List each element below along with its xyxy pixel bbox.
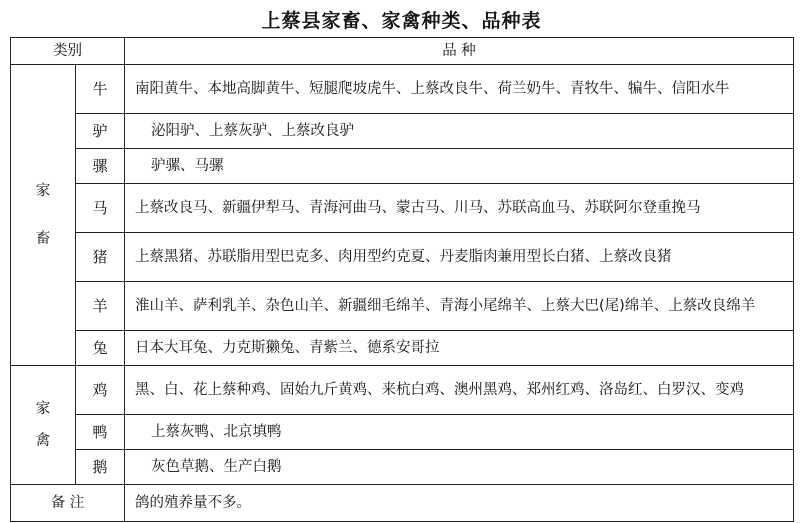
animal-name: 兔 xyxy=(76,331,125,366)
table-row xyxy=(11,366,794,415)
variety-list: 上蔡黑猪、苏联脂用型巴克多、肉用型约克夏、丹麦脂肉兼用型长白猪、上蔡改良猪 xyxy=(125,233,794,282)
table-row xyxy=(11,184,794,233)
variety-list: 上蔡改良马、新疆伊犁马、青海河曲马、蒙古马、川马、苏联高血马、苏联阿尔登重挽马 xyxy=(125,184,794,233)
remarks-text: 鸽的殖养量不多。 xyxy=(125,485,794,522)
animal-name: 鹅 xyxy=(76,450,125,485)
variety-list: 南阳黄牛、本地高脚黄牛、短腿爬坡虎牛、上蔡改良牛、荷兰奶牛、青牧牛、犏牛、信阳水牛 xyxy=(125,65,794,114)
breeds-table xyxy=(10,37,794,522)
animal-name: 鸭 xyxy=(76,415,125,450)
table-row xyxy=(11,114,794,149)
variety-list: 灰色草鹅、生产白鹅 xyxy=(125,450,794,485)
table-row xyxy=(11,450,794,485)
animal-name: 羊 xyxy=(76,282,125,331)
table-row xyxy=(11,415,794,450)
variety-list: 淮山羊、萨利乳羊、杂色山羊、新疆细毛绵羊、青海小尾绵羊、上蔡大巴(尾)绵羊、上蔡改良绵羊 xyxy=(125,282,794,331)
animal-name: 鸡 xyxy=(76,366,125,415)
animal-name: 牛 xyxy=(76,65,125,114)
remarks-label: 备 注 xyxy=(11,485,125,522)
category-livestock xyxy=(11,65,76,366)
remarks-row xyxy=(11,485,794,522)
animal-name: 驴 xyxy=(76,114,125,149)
animal-name: 马 xyxy=(76,184,125,233)
variety-list: 黑、白、花上蔡种鸡、固始九斤黄鸡、来杭白鸡、澳州黑鸡、郑州红鸡、洛岛红、白罗汉、变鸡 xyxy=(125,366,794,415)
animal-name: 骡 xyxy=(76,149,125,184)
category-poultry xyxy=(11,366,76,485)
table-row xyxy=(11,282,794,331)
page-title: 上蔡县家畜、家禽种类、品种表 xyxy=(261,10,542,32)
category-char: 家 xyxy=(35,401,51,417)
category-char: 家 xyxy=(35,183,51,199)
table-row xyxy=(11,233,794,282)
table-row xyxy=(11,65,794,114)
animal-name: 猪 xyxy=(76,233,125,282)
category-char: 禽 xyxy=(35,433,51,449)
variety-list: 日本大耳兔、力克斯獭兔、青紫兰、德系安哥拉 xyxy=(125,331,794,366)
table-header-row xyxy=(11,38,794,65)
variety-list: 泌阳驴、上蔡灰驴、上蔡改良驴 xyxy=(125,114,794,149)
table-row xyxy=(11,149,794,184)
header-varieties: 品 种 xyxy=(125,38,794,65)
variety-list: 上蔡灰鸭、北京填鸭 xyxy=(125,415,794,450)
category-char: 畜 xyxy=(35,231,51,247)
header-category: 类别 xyxy=(11,38,125,65)
variety-list: 驴骡、马骡 xyxy=(125,149,794,184)
table-row xyxy=(11,331,794,366)
